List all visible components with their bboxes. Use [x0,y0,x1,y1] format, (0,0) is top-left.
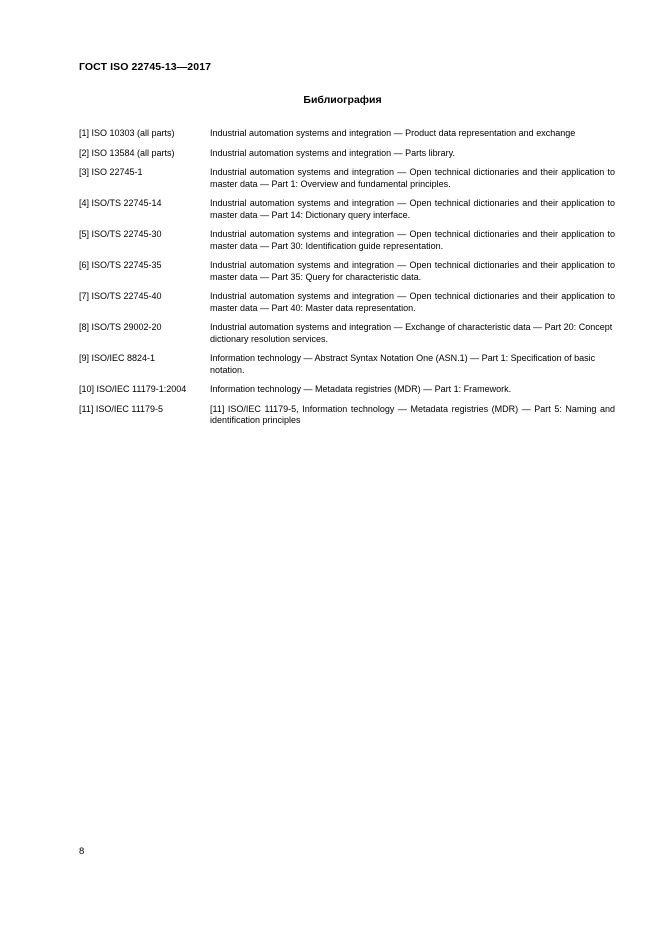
bibliography-ref: [9] ISO/IEC 8824-1 [79,353,156,364]
bibliography-entry-3 [79,167,615,190]
bibliography-description: Information technology — Metadata registries (MDR) — Part 1: Framework. [210,384,512,395]
bibliography-ref: [2] ISO 13584 (all parts) [79,147,175,158]
bibliography-entry-11 [79,404,615,427]
bibliography-description: Industrial automation systems and integration — Open technical dictionaries and their application to master data — Part 30: Identification guide representation. [210,229,615,251]
bibliography-description: Industrial automation systems and integration — Open technical dictionaries and their application to master data — Part 40: Master data representation. [210,291,615,313]
bibliography-ref: [6] ISO/TS 22745-35 [79,260,162,271]
bibliography-list [79,128,615,435]
bibliography-description: Industrial automation systems and integration — Open technical dictionaries and their application to master data — Part 35: Query for characteristic data. [210,260,615,282]
page-number: 8 [79,846,85,857]
bibliography-ref: [11] ISO/IEC 11179-5 [79,403,164,414]
bibliography-ref: [4] ISO/TS 22745-14 [79,198,162,209]
bibliography-description: [11] ISO/IEC 11179-5, Information technology — Metadata registries (MDR) — Part 5: Naming and identification principles [210,403,615,426]
bibliography-description: Industrial automation systems and integration — Product data representation and exchange [210,128,576,138]
bibliography-description: Information technology — Abstract Syntax Notation One (ASN.1) — Part 1: Specification of basic notation. [210,353,596,375]
bibliography-ref: [10] ISO/IEC 11179-1:2004 [79,384,187,395]
bibliography-entry-4 [79,198,615,221]
bibliography-ref: [5] ISO/TS 22745-30 [79,229,162,240]
bibliography-description: Industrial automation systems and integration — Open technical dictionaries and their application to master data — Part 1: Overview and fundamental principles. [210,167,615,189]
bibliography-entry-10 [79,384,615,395]
document-header-code: ГОСТ ISO 22745-13—2017 [79,61,212,73]
bibliography-entry-7 [79,291,615,314]
bibliography-description: Industrial automation systems and integration — Open technical dictionaries and their application to master data — Part 14: Dictionary query interface. [210,198,615,220]
bibliography-ref: [1] ISO 10303 (all parts) [79,128,175,138]
bibliography-description: Industrial automation systems and integration — Parts library. [210,147,455,158]
bibliography-entry-9 [79,353,615,376]
bibliography-entry-6 [79,260,615,283]
bibliography-entry-1 [79,128,615,139]
bibliography-ref: [8] ISO/TS 29002-20 [79,322,162,333]
section-title: Библиография [303,94,382,106]
bibliography-entry-5 [79,229,615,252]
bibliography-entry-2 [79,148,615,159]
bibliography-description: Industrial automation systems and integration — Exchange of characteristic data — Part 20: Concept dictionary resolution services. [210,322,613,344]
bibliography-ref: [3] ISO 22745-1 [79,167,143,178]
bibliography-ref: [7] ISO/TS 22745-40 [79,291,162,302]
bibliography-entry-8 [79,322,615,345]
